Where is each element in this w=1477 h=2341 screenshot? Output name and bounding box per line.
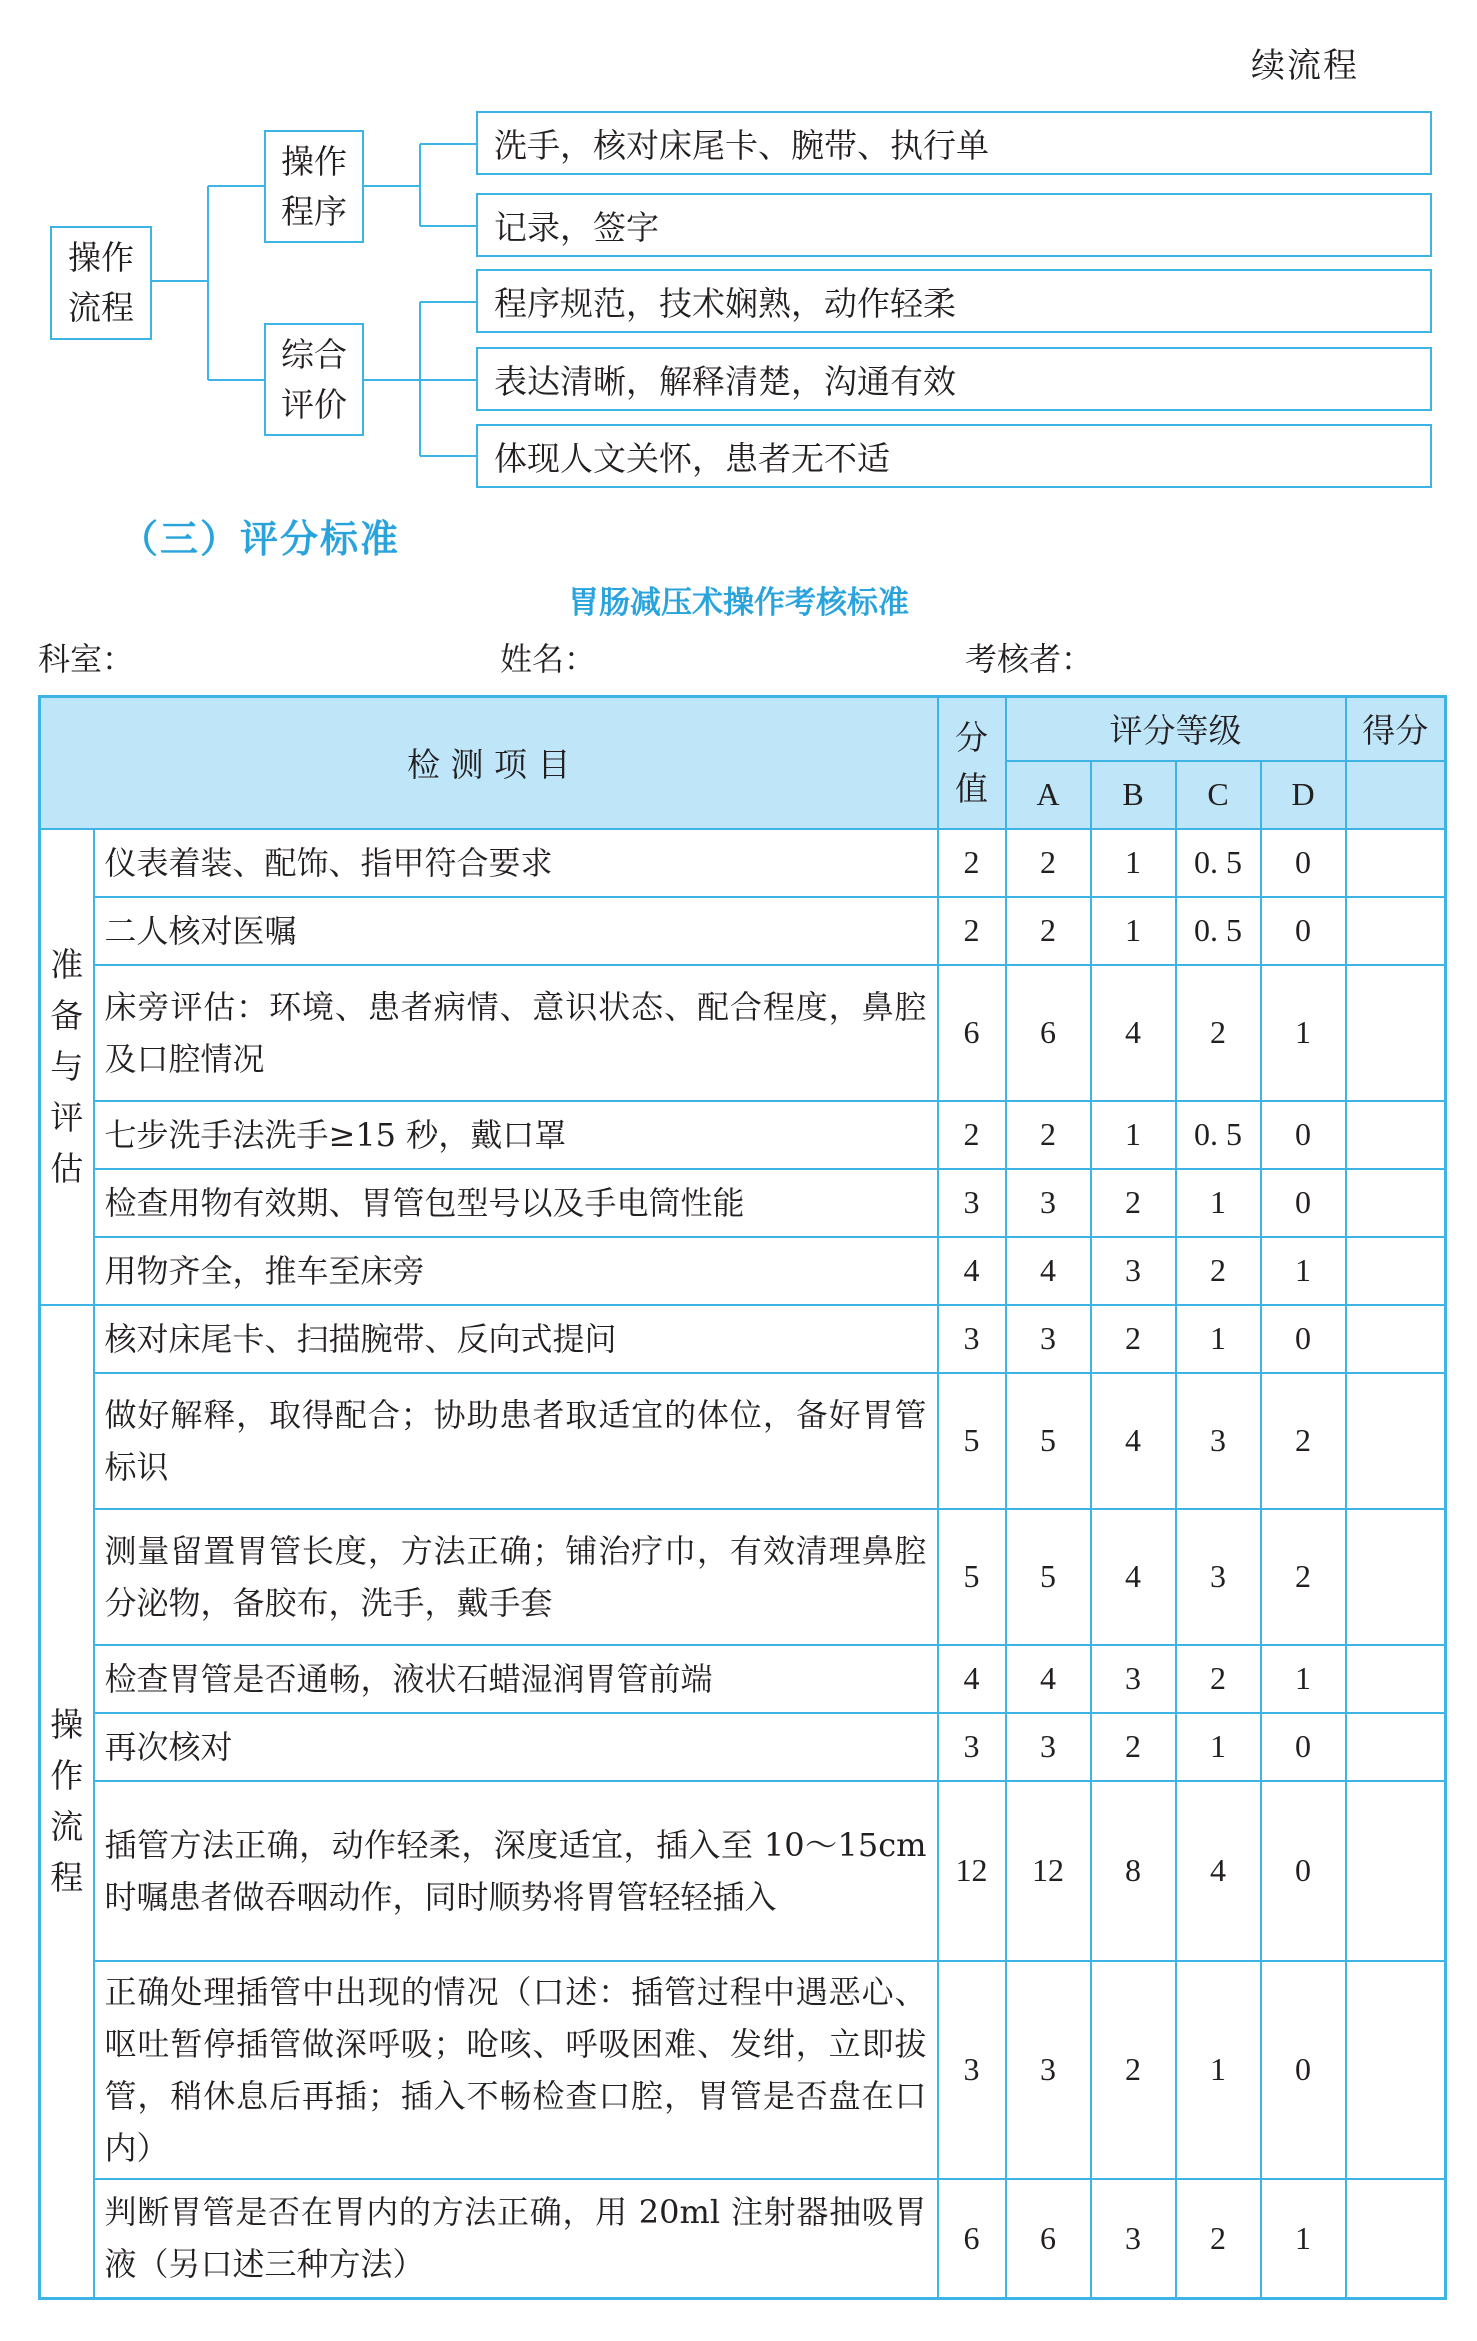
grade-c-cell: 2 xyxy=(1176,965,1261,1101)
flow-step-text: 洗手，核对床尾卡、腕带、执行单 xyxy=(494,125,989,165)
grade-d-cell: 1 xyxy=(1261,965,1346,1101)
grade-c-cell: 1 xyxy=(1176,1961,1261,2179)
category-char: 与 xyxy=(50,1047,84,1086)
grade-a-cell: 3 xyxy=(1006,1169,1091,1237)
category-char: 流 xyxy=(50,1807,84,1847)
header-score-blank xyxy=(1346,761,1446,829)
grade-d-cell: 0 xyxy=(1261,897,1346,965)
item-cell: 仪表着装、配饰、指甲符合要求 xyxy=(94,829,938,897)
value-cell: 5 xyxy=(938,1509,1006,1645)
category-char: 评 xyxy=(50,1098,84,1137)
value-cell: 3 xyxy=(938,1961,1006,2179)
grade-b-cell: 3 xyxy=(1091,1237,1176,1305)
grade-c-cell: 4 xyxy=(1176,1781,1261,1961)
grade-b-cell: 2 xyxy=(1091,1961,1176,2179)
item-cell: 再次核对 xyxy=(94,1713,938,1781)
score-input-cell[interactable] xyxy=(1346,1169,1446,1237)
flow-branch-label-line-2: 程序 xyxy=(281,191,347,231)
grade-a-cell: 6 xyxy=(1006,965,1091,1101)
score-input-cell[interactable] xyxy=(1346,1373,1446,1509)
value-cell: 6 xyxy=(938,2179,1006,2299)
grade-c-cell: 0. 5 xyxy=(1176,829,1261,897)
meta-name-label: 姓名： xyxy=(500,640,597,678)
flow-branch-label-line-1: 综合 xyxy=(281,334,347,374)
category-char: 准 xyxy=(50,945,84,984)
flow-step-box xyxy=(476,269,1432,333)
table-row xyxy=(40,1645,1446,1713)
grade-d-cell: 0 xyxy=(1261,1169,1346,1237)
item-cell: 七步洗手法洗手≥15 秒，戴口罩 xyxy=(94,1101,938,1169)
value-cell: 2 xyxy=(938,897,1006,965)
table-row xyxy=(40,897,1446,965)
grade-b-cell: 2 xyxy=(1091,1169,1176,1237)
grade-d-cell: 0 xyxy=(1261,1961,1346,2179)
grade-b-cell: 1 xyxy=(1091,897,1176,965)
header-grade-a: A xyxy=(1006,761,1091,829)
flow-diagram xyxy=(0,0,1477,500)
header-grade-c: C xyxy=(1176,761,1261,829)
grade-d-cell: 1 xyxy=(1261,1237,1346,1305)
section-title: （三）评分标准 xyxy=(120,517,401,561)
grade-c-cell: 0. 5 xyxy=(1176,1101,1261,1169)
grade-d-cell: 1 xyxy=(1261,1645,1346,1713)
value-cell: 3 xyxy=(938,1713,1006,1781)
value-cell: 12 xyxy=(938,1781,1006,1961)
table-row xyxy=(40,1101,1446,1169)
score-input-cell[interactable] xyxy=(1346,2179,1446,2299)
table-row xyxy=(40,1509,1446,1645)
grade-b-cell: 3 xyxy=(1091,1645,1176,1713)
grade-a-cell: 3 xyxy=(1006,1713,1091,1781)
grade-d-cell: 0 xyxy=(1261,1101,1346,1169)
grade-a-cell: 12 xyxy=(1006,1781,1091,1961)
grade-a-cell: 2 xyxy=(1006,829,1091,897)
grade-b-cell: 4 xyxy=(1091,1509,1176,1645)
grade-b-cell: 4 xyxy=(1091,1373,1176,1509)
grade-b-cell: 2 xyxy=(1091,1713,1176,1781)
item-cell: 测量留置胃管长度，方法正确；铺治疗巾，有效清理鼻腔分泌物，备胶布，洗手，戴手套 xyxy=(94,1509,938,1645)
score-input-cell[interactable] xyxy=(1346,829,1446,897)
header-grade-b: B xyxy=(1091,761,1176,829)
grade-d-cell: 1 xyxy=(1261,2179,1346,2299)
header-value xyxy=(938,697,1006,829)
score-input-cell[interactable] xyxy=(1346,1645,1446,1713)
grade-b-cell: 1 xyxy=(1091,829,1176,897)
value-cell: 6 xyxy=(938,965,1006,1101)
grade-d-cell: 0 xyxy=(1261,1713,1346,1781)
grade-d-cell: 2 xyxy=(1261,1509,1346,1645)
value-cell: 2 xyxy=(938,1101,1006,1169)
value-cell: 3 xyxy=(938,1169,1006,1237)
meta-dept-label: 科室： xyxy=(38,640,135,678)
meta-examiner-label: 考核者： xyxy=(965,640,1094,678)
score-input-cell[interactable] xyxy=(1346,1713,1446,1781)
item-cell: 二人核对医嘱 xyxy=(94,897,938,965)
value-cell: 3 xyxy=(938,1305,1006,1373)
item-cell: 判断胃管是否在胃内的方法正确，用 20ml 注射器抽吸胃液（另口述三种方法） xyxy=(94,2179,938,2299)
flow-root-line-1: 操作 xyxy=(68,238,134,277)
flow-root-node xyxy=(50,226,152,340)
grade-b-cell: 2 xyxy=(1091,1305,1176,1373)
grade-c-cell: 0. 5 xyxy=(1176,897,1261,965)
table-row xyxy=(40,1373,1446,1509)
category-char: 备 xyxy=(50,996,84,1035)
scoring-table xyxy=(38,695,1447,2300)
table-row xyxy=(40,2179,1446,2299)
page-continuation-label: 续流程 xyxy=(1251,46,1359,86)
score-input-cell[interactable] xyxy=(1346,1101,1446,1169)
table-row xyxy=(40,1781,1446,1961)
header-item: 检 测 项 目 xyxy=(40,697,938,829)
grade-a-cell: 5 xyxy=(1006,1373,1091,1509)
score-input-cell[interactable] xyxy=(1346,897,1446,965)
grade-a-cell: 3 xyxy=(1006,1305,1091,1373)
score-input-cell[interactable] xyxy=(1346,1237,1446,1305)
flow-branch-label-line-1: 操作 xyxy=(281,141,347,181)
grade-a-cell: 3 xyxy=(1006,1961,1091,2179)
table-row xyxy=(40,1237,1446,1305)
flow-step-text: 记录，签字 xyxy=(494,207,659,247)
value-cell: 4 xyxy=(938,1237,1006,1305)
grade-c-cell: 2 xyxy=(1176,1237,1261,1305)
header-value-line-1: 分 xyxy=(955,717,989,757)
flow-step-box xyxy=(476,111,1432,175)
table-row xyxy=(40,1961,1446,2179)
grade-a-cell: 6 xyxy=(1006,2179,1091,2299)
grade-c-cell: 2 xyxy=(1176,1645,1261,1713)
flow-step-box xyxy=(476,193,1432,257)
flow-step-text: 表达清晰，解释清楚，沟通有效 xyxy=(494,361,956,401)
grade-b-cell: 3 xyxy=(1091,2179,1176,2299)
flow-step-box xyxy=(476,424,1432,488)
grade-b-cell: 4 xyxy=(1091,965,1176,1101)
table-row xyxy=(40,829,1446,897)
flow-step-text: 程序规范，技术娴熟，动作轻柔 xyxy=(494,283,956,323)
item-cell: 检查用物有效期、胃管包型号以及手电筒性能 xyxy=(94,1169,938,1237)
item-cell: 做好解释，取得配合；协助患者取适宜的体位，备好胃管标识 xyxy=(94,1373,938,1509)
value-cell: 4 xyxy=(938,1645,1006,1713)
item-cell: 插管方法正确，动作轻柔，深度适宜，插入至 10～15cm 时嘱患者做吞咽动作，同时顺势将胃管轻轻插入 xyxy=(94,1781,938,1961)
grade-d-cell: 0 xyxy=(1261,1781,1346,1961)
header-grade: 评分等级 xyxy=(1006,697,1346,761)
score-input-cell[interactable] xyxy=(1346,1961,1446,2179)
category-char: 操 xyxy=(50,1705,84,1745)
score-input-cell[interactable] xyxy=(1346,965,1446,1101)
header-score: 得分 xyxy=(1346,697,1446,761)
category-cell xyxy=(40,829,94,1305)
item-cell: 用物齐全，推车至床旁 xyxy=(94,1237,938,1305)
grade-a-cell: 5 xyxy=(1006,1509,1091,1645)
grade-a-cell: 4 xyxy=(1006,1237,1091,1305)
flow-root-line-2: 流程 xyxy=(68,288,134,327)
table-row xyxy=(40,1713,1446,1781)
item-cell: 床旁评估：环境、患者病情、意识状态、配合程度，鼻腔及口腔情况 xyxy=(94,965,938,1101)
flow-branch-procedure-node xyxy=(264,130,364,243)
category-char: 估 xyxy=(50,1149,84,1188)
grade-c-cell: 1 xyxy=(1176,1305,1261,1373)
value-cell: 5 xyxy=(938,1373,1006,1509)
table-title: 胃肠减压术操作考核标准 xyxy=(568,585,909,621)
item-cell: 检查胃管是否通畅，液状石蜡湿润胃管前端 xyxy=(94,1645,938,1713)
grade-b-cell: 8 xyxy=(1091,1781,1176,1961)
grade-d-cell: 2 xyxy=(1261,1373,1346,1509)
score-input-cell[interactable] xyxy=(1346,1509,1446,1645)
flow-step-box xyxy=(476,347,1432,411)
flow-step-text: 体现人文关怀，患者无不适 xyxy=(494,438,890,478)
item-cell: 正确处理插管中出现的情况（口述：插管过程中遇恶心、呕吐暂停插管做深呼吸；呛咳、呼吸困难、发绀，立即拔管，稍休息后再插；插入不畅检查口腔，胃管是否盘在口内） xyxy=(94,1961,938,2179)
flow-branch-evaluation-node xyxy=(264,323,364,436)
grade-b-cell: 1 xyxy=(1091,1101,1176,1169)
grade-a-cell: 2 xyxy=(1006,897,1091,965)
score-input-cell[interactable] xyxy=(1346,1781,1446,1961)
category-char: 程 xyxy=(50,1858,84,1898)
grade-c-cell: 3 xyxy=(1176,1509,1261,1645)
value-cell: 2 xyxy=(938,829,1006,897)
grade-c-cell: 1 xyxy=(1176,1169,1261,1237)
header-grade-d: D xyxy=(1261,761,1346,829)
score-input-cell[interactable] xyxy=(1346,1305,1446,1373)
category-cell xyxy=(40,1305,94,2299)
flow-branch-label-line-2: 评价 xyxy=(281,384,347,424)
grade-d-cell: 0 xyxy=(1261,829,1346,897)
grade-a-cell: 2 xyxy=(1006,1101,1091,1169)
grade-d-cell: 0 xyxy=(1261,1305,1346,1373)
header-value-line-2: 值 xyxy=(955,768,989,808)
table-row xyxy=(40,1305,1446,1373)
grade-c-cell: 1 xyxy=(1176,1713,1261,1781)
grade-c-cell: 2 xyxy=(1176,2179,1261,2299)
table-row xyxy=(40,1169,1446,1237)
grade-c-cell: 3 xyxy=(1176,1373,1261,1509)
table-row xyxy=(40,965,1446,1101)
item-cell: 核对床尾卡、扫描腕带、反向式提问 xyxy=(94,1305,938,1373)
grade-a-cell: 4 xyxy=(1006,1645,1091,1713)
category-char: 作 xyxy=(50,1756,84,1796)
